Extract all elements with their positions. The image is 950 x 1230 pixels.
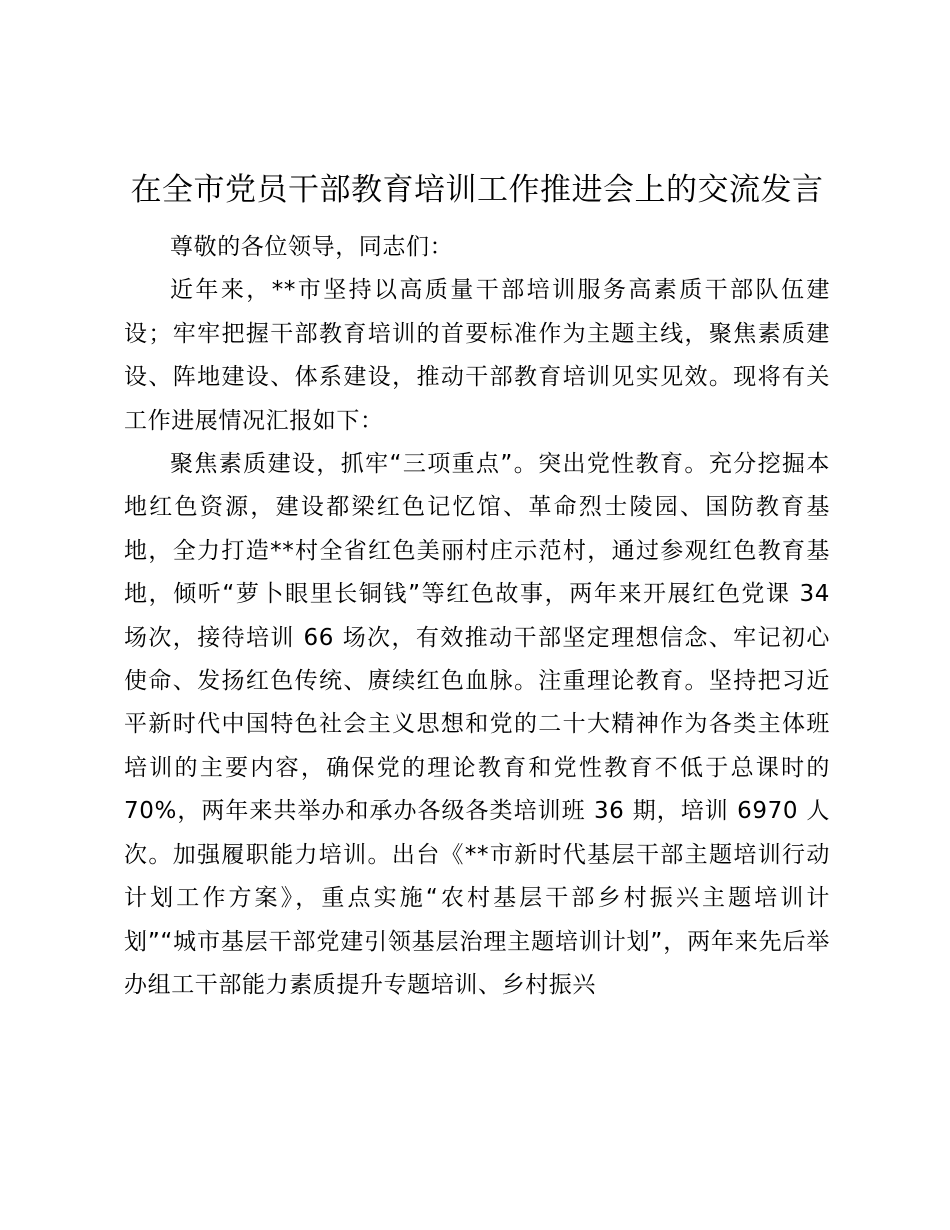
document-body xyxy=(124,226,830,1007)
document-title: 在全市党员干部教育培训工作推进会上的交流发言 xyxy=(130,172,824,208)
salutation: 尊敬的各位领导，同志们： xyxy=(170,234,454,260)
paragraph-intro: 近年来，**市坚持以高质量干部培训服务高素质干部队伍建设；牢牢把握干部教育培训的首要标准作为主题主线，聚焦素质建设、阵地建设、体系建设，推动干部教育培训见实见效。现将有关工作进展情况汇报如下： xyxy=(124,277,830,434)
paragraph-quality-building: 聚焦素质建设，抓牢“三项重点”。突出党性教育。充分挖掘本地红色资源，建设都梁红色记忆馆、革命烈士陵园、国防教育基地，全力打造**村全省红色美丽村庄示范村，通过参观红色教育基地，倾听“萝卜眼里长铜钱”等红色故事，两年来开展红色党课 34 场次，接待培训 66 场次，有效推动干部坚定理想信念、牢记初心使命、发扬红色传统、赓续红色血脉。注重理论教育。坚持把习近平新时代中国特色社会主义思想和党的二十大精神作为各类主体班培训的主要内容，确保党的理论教育和党性教育不低于总课时的 70%，两年来共举办和承办各级各类培训班 36 期，培训 6970 人次。加强履职能力培训。出台《**市新时代基层干部主题培训行动计划工作方案》，重点实施“农村基层干部乡村振兴主题培训计划”“城市基层干部党建引领基层治理主题培训计划”，两年来先后举办组工干部能力素质提升专题培训、乡村振兴 xyxy=(124,451,830,998)
document-page xyxy=(124,168,830,1007)
